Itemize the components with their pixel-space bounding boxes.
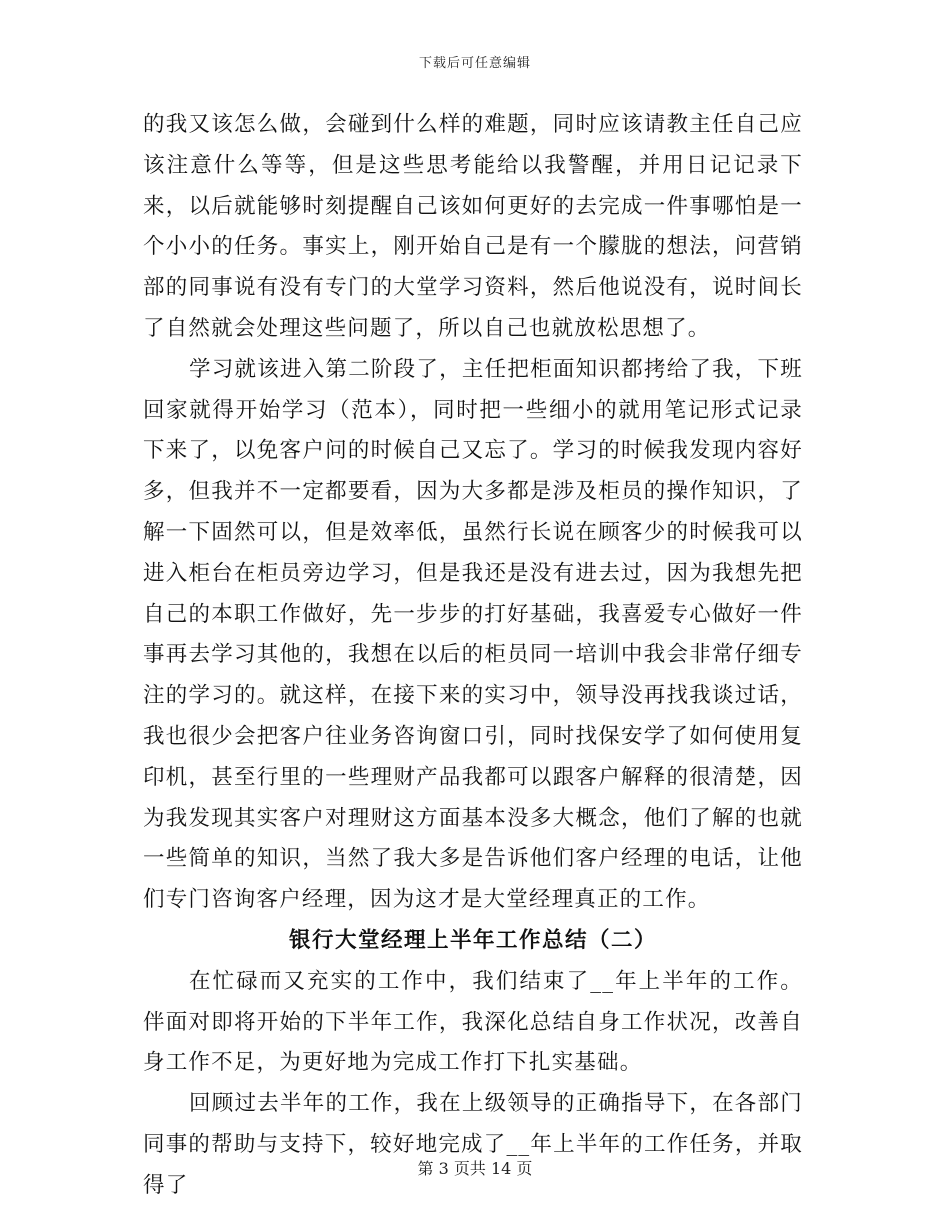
page-header: 下载后可任意编辑: [418, 56, 531, 71]
paragraph-second-stage: 学习就该进入第二阶段了，主任把柜面知识都拷给了我，下班回家就得开始学习（范本），同时把一些细小的就用笔记形式记录下来了，以免客户问的时候自己又忘了。学习的时候我发现内容好多，但我并不一定都要看，因为大多都是涉及柜员的操作知识，了解一下固然可以，但是效率低，虽然行长说在顾客少的时候我可以进入柜台在柜员旁边学习，但是我还是没有进去过，因为我想先把自己的本职工作做好，先一步步的打好基础，我喜爱专心做好一件事再去学习其他的，我想在以后的柜员同一培训中我会非常仔细专注的学习的。就这样，在接下来的实习中，领导没再找我谈过话，我也很少会把客户往业务咨询窗口引，同时找保安学了如何使用复印机，甚至行里的一些理财产品我都可以跟客户解释的很清楚，因为我发现其实客户对理财这方面基本没多大概念，他们了解的也就一些简单的知识，当然了我大多是告诉他们客户经理的电话，让他们专门咨询客户经理，因为这才是大堂经理真正的工作。: [143, 356, 803, 913]
paragraph-review: 回顾过去半年的工作，我在上级领导的正确指导下，在各部门同事的帮助与支持下，较好地完成了__年上半年的工作任务，并取得了: [143, 1091, 803, 1198]
document-body: [143, 105, 803, 1207]
paragraph-continued: 的我又该怎么做，会碰到什么样的难题，同时应该请教主任自己应该注意什么等等，但是这些思考能给以我警醒，并用日记记录下来，以后就能够时刻提醒自己该如何更好的去完成一件事哪怕是一个小小的任务。事实上，刚开始自己是有一个朦胧的想法，问营销部的同事说有没有专门的大堂学习资料，然后他说没有，说时间长了自然就会处理这些问题了，所以自己也就放松思想了。: [143, 112, 803, 341]
section-title: 银行大堂经理上半年工作总结（二）: [288, 927, 657, 953]
page-footer: 第 3 页共 14 页: [417, 1159, 533, 1178]
paragraph-intro: 在忙碌而又充实的工作中，我们结束了__年上半年的工作。伴面对即将开始的下半年工作，我深化总结自身工作状况，改善自身工作不足，为更好地为完成工作打下扎实基础。: [143, 968, 803, 1076]
